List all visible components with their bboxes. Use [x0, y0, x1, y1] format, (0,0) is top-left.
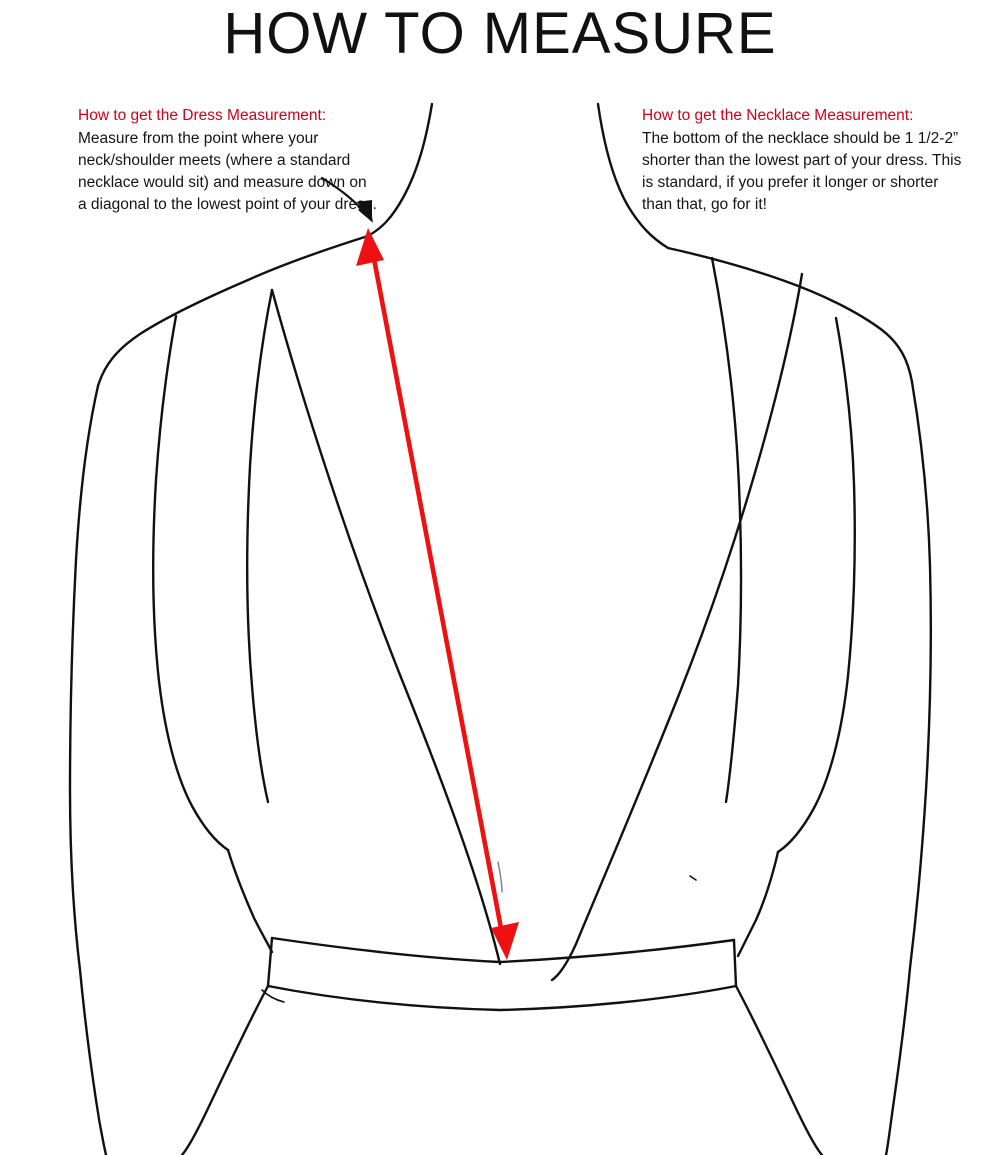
left-sleeve-seam-line	[247, 290, 272, 802]
left-shoulder-line	[98, 236, 368, 386]
note-dress-body: Measure from the point where your neck/shoulder meets (where a standard necklace would sit) and measure down on a diagonal to the lowest point of your dress.	[78, 130, 377, 213]
bodice-center-mark	[498, 862, 502, 892]
skirt-right-line	[736, 986, 822, 1155]
left-arm-outer-line	[70, 386, 106, 1155]
right-bodice-v-line	[552, 274, 802, 980]
bodice-detail-mark	[690, 876, 696, 880]
note-necklace-heading: How to get the Necklace Measurement:	[642, 107, 914, 124]
waistband-bottom-line	[268, 986, 736, 1010]
left-underarm-line	[228, 850, 272, 952]
note-necklace-body: The bottom of the necklace should be 1 1/2-2” shorter than the lowest part of your dress. This is standard, if you prefer it longer or shorter than that, go for it!	[642, 130, 962, 213]
left-arm-inner-line	[153, 316, 228, 850]
note-necklace-measurement	[642, 105, 962, 216]
note-dress-measurement	[78, 105, 378, 216]
note-dress-heading: How to get the Dress Measurement:	[78, 107, 327, 124]
waistband-right-edge	[734, 940, 736, 986]
right-arm-outer-line	[886, 382, 931, 1155]
left-bodice-v-line	[272, 290, 500, 964]
page-title: HOW TO MEASURE	[223, 1, 777, 66]
measurement-arrow	[356, 228, 519, 960]
right-arm-inner-line	[778, 318, 855, 852]
skirt-left-line	[182, 986, 268, 1155]
right-underarm-line	[738, 852, 778, 956]
right-shoulder-line	[668, 248, 912, 382]
